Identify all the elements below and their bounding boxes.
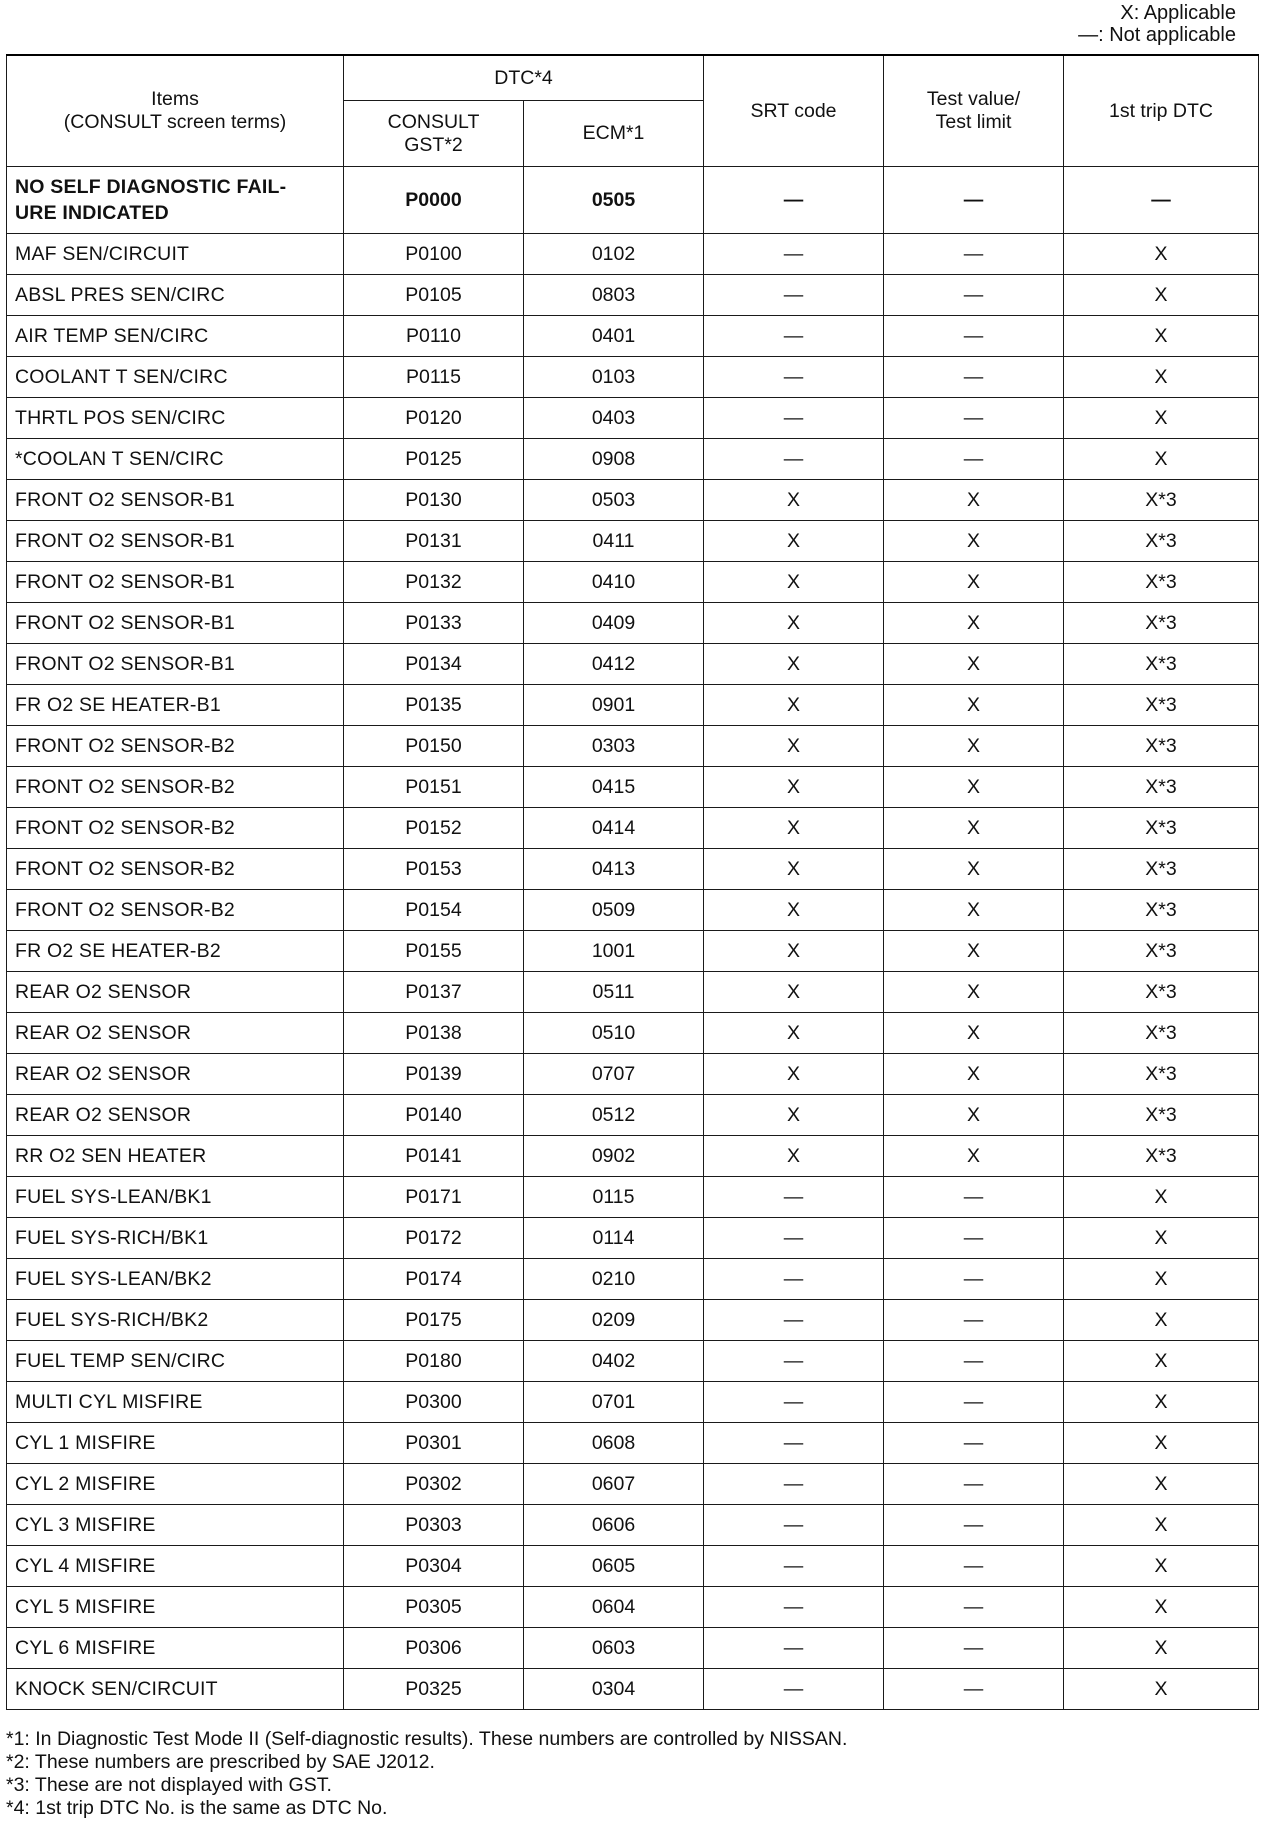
cell-test: — (884, 1341, 1064, 1382)
table-row (7, 644, 1259, 685)
cell-ecm: 0210 (524, 1259, 704, 1300)
cell-test: X (884, 1095, 1064, 1136)
cell-ecm: 0707 (524, 1054, 704, 1095)
cell-first-trip: X*3 (1064, 685, 1259, 726)
dtc-table (6, 54, 1259, 1710)
cell-ecm: 0701 (524, 1382, 704, 1423)
table-row (7, 521, 1259, 562)
cell-srt: X (704, 603, 884, 644)
cell-item: FRONT O2 SENSOR-B1 (7, 603, 344, 644)
cell-ecm: 0115 (524, 1177, 704, 1218)
cell-first-trip: X (1064, 1341, 1259, 1382)
cell-srt: X (704, 931, 884, 972)
cell-item: FUEL SYS-RICH/BK1 (7, 1218, 344, 1259)
cell-first-trip: X (1064, 1464, 1259, 1505)
table-row (7, 1177, 1259, 1218)
cell-srt: — (704, 1505, 884, 1546)
cell-consult: P0172 (344, 1218, 524, 1259)
cell-srt: — (704, 1669, 884, 1710)
cell-item: FRONT O2 SENSOR-B1 (7, 521, 344, 562)
cell-ecm: 0103 (524, 357, 704, 398)
table-row (7, 439, 1259, 480)
cell-item: CYL 3 MISFIRE (7, 1505, 344, 1546)
cell-test: X (884, 521, 1064, 562)
cell-first-trip: X (1064, 1628, 1259, 1669)
cell-ecm: 0413 (524, 849, 704, 890)
header-test-line2: Test limit (935, 111, 1012, 133)
cell-consult: P0135 (344, 685, 524, 726)
cell-srt: X (704, 685, 884, 726)
cell-consult: P0175 (344, 1300, 524, 1341)
cell-consult: P0000 (344, 167, 524, 234)
cell-item-line2: URE INDICATED (15, 202, 169, 224)
cell-srt: X (704, 767, 884, 808)
cell-consult: P0300 (344, 1382, 524, 1423)
table-row (7, 1095, 1259, 1136)
cell-ecm: 0401 (524, 316, 704, 357)
table-row (7, 726, 1259, 767)
cell-first-trip: X*3 (1064, 972, 1259, 1013)
header-first-trip-dtc: 1st trip DTC (1064, 55, 1259, 167)
header-consult-gst (344, 101, 524, 167)
cell-srt: X (704, 890, 884, 931)
cell-item: AIR TEMP SEN/CIRC (7, 316, 344, 357)
cell-first-trip: X*3 (1064, 644, 1259, 685)
cell-srt: X (704, 480, 884, 521)
cell-first-trip: X (1064, 1669, 1259, 1710)
cell-test: — (884, 275, 1064, 316)
cell-test: X (884, 767, 1064, 808)
cell-consult: P0306 (344, 1628, 524, 1669)
cell-item: CYL 2 MISFIRE (7, 1464, 344, 1505)
table-row (7, 1054, 1259, 1095)
legend-applicable: X: Applicable (1120, 2, 1236, 24)
cell-first-trip: X (1064, 1382, 1259, 1423)
cell-item: REAR O2 SENSOR (7, 1054, 344, 1095)
table-row (7, 685, 1259, 726)
cell-first-trip: X*3 (1064, 480, 1259, 521)
cell-srt: — (704, 357, 884, 398)
table-row (7, 1628, 1259, 1669)
cell-consult: P0325 (344, 1669, 524, 1710)
header-consult-line1: CONSULT (387, 110, 480, 133)
cell-srt: — (704, 1259, 884, 1300)
cell-test: — (884, 1505, 1064, 1546)
cell-ecm: 0505 (524, 167, 704, 234)
cell-srt: — (704, 1341, 884, 1382)
cell-item: FUEL SYS-LEAN/BK1 (7, 1177, 344, 1218)
cell-consult: P0153 (344, 849, 524, 890)
header-items-line2: (CONSULT screen terms) (63, 111, 287, 133)
table-row (7, 1013, 1259, 1054)
cell-first-trip: X*3 (1064, 767, 1259, 808)
legend-not-applicable: —: Not applicable (1078, 24, 1236, 46)
cell-test: X (884, 644, 1064, 685)
cell-first-trip: X*3 (1064, 562, 1259, 603)
cell-item: FRONT O2 SENSOR-B2 (7, 767, 344, 808)
cell-test: — (884, 1259, 1064, 1300)
cell-consult: P0174 (344, 1259, 524, 1300)
cell-consult: P0180 (344, 1341, 524, 1382)
cell-first-trip: X (1064, 1300, 1259, 1341)
table-row (7, 1669, 1259, 1710)
cell-item: COOLANT T SEN/CIRC (7, 357, 344, 398)
table-row (7, 562, 1259, 603)
table-row (7, 1382, 1259, 1423)
cell-srt: X (704, 972, 884, 1013)
cell-test: X (884, 603, 1064, 644)
cell-ecm: 0607 (524, 1464, 704, 1505)
cell-consult: P0125 (344, 439, 524, 480)
table-row (7, 808, 1259, 849)
cell-ecm: 0908 (524, 439, 704, 480)
header-items (7, 55, 344, 167)
table-row (7, 972, 1259, 1013)
table-row (7, 1464, 1259, 1505)
cell-consult: P0133 (344, 603, 524, 644)
cell-first-trip: X*3 (1064, 890, 1259, 931)
cell-ecm: 0606 (524, 1505, 704, 1546)
cell-first-trip: — (1064, 167, 1259, 234)
cell-srt: — (704, 1464, 884, 1505)
cell-first-trip: X (1064, 275, 1259, 316)
cell-consult: P0134 (344, 644, 524, 685)
cell-item: CYL 1 MISFIRE (7, 1423, 344, 1464)
cell-item: MULTI CYL MISFIRE (7, 1382, 344, 1423)
legend (936, 2, 1236, 46)
cell-test: — (884, 398, 1064, 439)
cell-item: FRONT O2 SENSOR-B1 (7, 644, 344, 685)
cell-consult: P0154 (344, 890, 524, 931)
cell-test: X (884, 1054, 1064, 1095)
cell-ecm: 0415 (524, 767, 704, 808)
cell-ecm: 0403 (524, 398, 704, 439)
cell-ecm: 0114 (524, 1218, 704, 1259)
cell-first-trip: X*3 (1064, 849, 1259, 890)
table-row (7, 890, 1259, 931)
header-srt-code: SRT code (704, 55, 884, 167)
cell-ecm: 0410 (524, 562, 704, 603)
table-row (7, 398, 1259, 439)
cell-srt: X (704, 644, 884, 685)
cell-first-trip: X (1064, 398, 1259, 439)
cell-srt: X (704, 1136, 884, 1177)
cell-item: FR O2 SE HEATER-B2 (7, 931, 344, 972)
cell-item: FUEL TEMP SEN/CIRC (7, 1341, 344, 1382)
cell-consult: P0155 (344, 931, 524, 972)
cell-srt: — (704, 1546, 884, 1587)
header-consult-line2: GST*2 (404, 133, 463, 156)
cell-item: REAR O2 SENSOR (7, 1095, 344, 1136)
cell-ecm: 0510 (524, 1013, 704, 1054)
cell-item: *COOLAN T SEN/CIRC (7, 439, 344, 480)
table-row (7, 1259, 1259, 1300)
cell-consult: P0301 (344, 1423, 524, 1464)
cell-item: CYL 5 MISFIRE (7, 1587, 344, 1628)
cell-test: — (884, 1669, 1064, 1710)
cell-first-trip: X (1064, 234, 1259, 275)
cell-first-trip: X (1064, 1259, 1259, 1300)
cell-item: FRONT O2 SENSOR-B2 (7, 890, 344, 931)
cell-test: X (884, 562, 1064, 603)
cell-first-trip: X (1064, 357, 1259, 398)
cell-ecm: 0102 (524, 234, 704, 275)
cell-ecm: 0503 (524, 480, 704, 521)
cell-ecm: 0412 (524, 644, 704, 685)
cell-ecm: 1001 (524, 931, 704, 972)
cell-srt: — (704, 1423, 884, 1464)
cell-item: REAR O2 SENSOR (7, 972, 344, 1013)
cell-item: FUEL SYS-RICH/BK2 (7, 1300, 344, 1341)
footnote: *2: These numbers are prescribed by SAE J2012. (6, 1751, 435, 1773)
cell-item: CYL 4 MISFIRE (7, 1546, 344, 1587)
cell-test: — (884, 234, 1064, 275)
cell-srt: — (704, 1218, 884, 1259)
cell-item: CYL 6 MISFIRE (7, 1628, 344, 1669)
cell-item: FRONT O2 SENSOR-B2 (7, 849, 344, 890)
cell-ecm: 0902 (524, 1136, 704, 1177)
table-row (7, 1341, 1259, 1382)
cell-test: X (884, 685, 1064, 726)
cell-consult: P0141 (344, 1136, 524, 1177)
table-row (7, 357, 1259, 398)
cell-first-trip: X (1064, 1546, 1259, 1587)
cell-consult: P0100 (344, 234, 524, 275)
cell-test: — (884, 1423, 1064, 1464)
cell-first-trip: X (1064, 1177, 1259, 1218)
table-row (7, 167, 1259, 234)
cell-srt: — (704, 275, 884, 316)
cell-first-trip: X (1064, 1505, 1259, 1546)
cell-item: FR O2 SE HEATER-B1 (7, 685, 344, 726)
cell-consult: P0115 (344, 357, 524, 398)
cell-test: — (884, 1382, 1064, 1423)
cell-first-trip: X (1064, 316, 1259, 357)
cell-item-line1: NO SELF DIAGNOSTIC FAIL- (15, 176, 287, 198)
cell-test: X (884, 972, 1064, 1013)
cell-srt: X (704, 1095, 884, 1136)
cell-item: FRONT O2 SENSOR-B1 (7, 562, 344, 603)
cell-test: — (884, 316, 1064, 357)
cell-item: FUEL SYS-LEAN/BK2 (7, 1259, 344, 1300)
table-body (7, 167, 1259, 1710)
cell-test: — (884, 1177, 1064, 1218)
cell-consult: P0304 (344, 1546, 524, 1587)
cell-item: FRONT O2 SENSOR-B2 (7, 726, 344, 767)
table-row (7, 1546, 1259, 1587)
cell-srt: — (704, 1382, 884, 1423)
table-row (7, 316, 1259, 357)
cell-consult: P0151 (344, 767, 524, 808)
cell-ecm: 0512 (524, 1095, 704, 1136)
table-row (7, 603, 1259, 644)
cell-ecm: 0209 (524, 1300, 704, 1341)
cell-consult: P0139 (344, 1054, 524, 1095)
cell-test: X (884, 931, 1064, 972)
table-row (7, 1423, 1259, 1464)
cell-first-trip: X*3 (1064, 1013, 1259, 1054)
footnote: *3: These are not displayed with GST. (6, 1774, 332, 1796)
cell-srt: X (704, 1013, 884, 1054)
cell-ecm: 0803 (524, 275, 704, 316)
cell-first-trip: X*3 (1064, 1095, 1259, 1136)
cell-item: ABSL PRES SEN/CIRC (7, 275, 344, 316)
cell-test: X (884, 808, 1064, 849)
header-test-value (884, 55, 1064, 167)
cell-item: RR O2 SEN HEATER (7, 1136, 344, 1177)
cell-first-trip: X*3 (1064, 1136, 1259, 1177)
cell-consult: P0137 (344, 972, 524, 1013)
cell-consult: P0110 (344, 316, 524, 357)
cell-srt: — (704, 398, 884, 439)
cell-srt: — (704, 234, 884, 275)
cell-test: — (884, 439, 1064, 480)
cell-test: X (884, 726, 1064, 767)
table-row (7, 1300, 1259, 1341)
cell-ecm: 0901 (524, 685, 704, 726)
cell-first-trip: X (1064, 1587, 1259, 1628)
cell-first-trip: X (1064, 1218, 1259, 1259)
table-row (7, 849, 1259, 890)
cell-test: — (884, 1464, 1064, 1505)
cell-consult: P0171 (344, 1177, 524, 1218)
cell-ecm: 0509 (524, 890, 704, 931)
table-header (7, 55, 1259, 167)
cell-consult: P0105 (344, 275, 524, 316)
cell-item (7, 167, 344, 234)
cell-item: MAF SEN/CIRCUIT (7, 234, 344, 275)
cell-ecm: 0604 (524, 1587, 704, 1628)
cell-test: X (884, 890, 1064, 931)
table-row (7, 767, 1259, 808)
table-row (7, 1136, 1259, 1177)
cell-test: X (884, 849, 1064, 890)
cell-consult: P0120 (344, 398, 524, 439)
cell-test: — (884, 1300, 1064, 1341)
cell-consult: P0132 (344, 562, 524, 603)
cell-test: — (884, 1628, 1064, 1669)
cell-ecm: 0402 (524, 1341, 704, 1382)
cell-test: — (884, 167, 1064, 234)
cell-srt: — (704, 1300, 884, 1341)
cell-ecm: 0603 (524, 1628, 704, 1669)
header-test-line1: Test value/ (926, 88, 1021, 110)
cell-test: X (884, 1013, 1064, 1054)
cell-test: X (884, 1136, 1064, 1177)
cell-first-trip: X*3 (1064, 931, 1259, 972)
cell-consult: P0302 (344, 1464, 524, 1505)
cell-consult: P0152 (344, 808, 524, 849)
cell-srt: — (704, 167, 884, 234)
cell-item: THRTL POS SEN/CIRC (7, 398, 344, 439)
table-row (7, 931, 1259, 972)
cell-ecm: 0605 (524, 1546, 704, 1587)
cell-ecm: 0511 (524, 972, 704, 1013)
cell-consult: P0138 (344, 1013, 524, 1054)
cell-test: — (884, 357, 1064, 398)
footnotes (6, 1728, 1246, 1820)
cell-consult: P0150 (344, 726, 524, 767)
cell-test: X (884, 480, 1064, 521)
table-row (7, 480, 1259, 521)
cell-ecm: 0303 (524, 726, 704, 767)
cell-first-trip: X (1064, 439, 1259, 480)
cell-item: FRONT O2 SENSOR-B1 (7, 480, 344, 521)
cell-srt: X (704, 849, 884, 890)
cell-first-trip: X*3 (1064, 521, 1259, 562)
table-row (7, 1505, 1259, 1546)
header-items-line1: Items (151, 88, 199, 110)
cell-consult: P0140 (344, 1095, 524, 1136)
cell-first-trip: X (1064, 1423, 1259, 1464)
cell-item: KNOCK SEN/CIRCUIT (7, 1669, 344, 1710)
cell-srt: — (704, 316, 884, 357)
cell-srt: X (704, 521, 884, 562)
table-row (7, 1218, 1259, 1259)
cell-ecm: 0608 (524, 1423, 704, 1464)
header-dtc-group: DTC*4 (344, 55, 704, 101)
cell-test: — (884, 1546, 1064, 1587)
cell-test: — (884, 1218, 1064, 1259)
cell-ecm: 0304 (524, 1669, 704, 1710)
table-row (7, 275, 1259, 316)
cell-test: — (884, 1587, 1064, 1628)
cell-first-trip: X*3 (1064, 1054, 1259, 1095)
cell-consult: P0305 (344, 1587, 524, 1628)
table-row (7, 1587, 1259, 1628)
cell-item: FRONT O2 SENSOR-B2 (7, 808, 344, 849)
cell-consult: P0131 (344, 521, 524, 562)
footnote: *4: 1st trip DTC No. is the same as DTC No. (6, 1797, 388, 1819)
cell-srt: — (704, 439, 884, 480)
cell-srt: X (704, 1054, 884, 1095)
cell-ecm: 0409 (524, 603, 704, 644)
cell-srt: — (704, 1628, 884, 1669)
cell-item: REAR O2 SENSOR (7, 1013, 344, 1054)
header-ecm: ECM*1 (524, 101, 704, 167)
cell-consult: P0303 (344, 1505, 524, 1546)
cell-srt: X (704, 562, 884, 603)
cell-first-trip: X*3 (1064, 808, 1259, 849)
table-row (7, 234, 1259, 275)
cell-srt: X (704, 808, 884, 849)
footnote: *1: In Diagnostic Test Mode II (Self-diagnostic results). These numbers are controlled by NISSAN. (6, 1728, 848, 1750)
cell-first-trip: X*3 (1064, 726, 1259, 767)
cell-ecm: 0414 (524, 808, 704, 849)
cell-first-trip: X*3 (1064, 603, 1259, 644)
cell-consult: P0130 (344, 480, 524, 521)
cell-srt: — (704, 1587, 884, 1628)
cell-srt: X (704, 726, 884, 767)
cell-srt: — (704, 1177, 884, 1218)
cell-ecm: 0411 (524, 521, 704, 562)
